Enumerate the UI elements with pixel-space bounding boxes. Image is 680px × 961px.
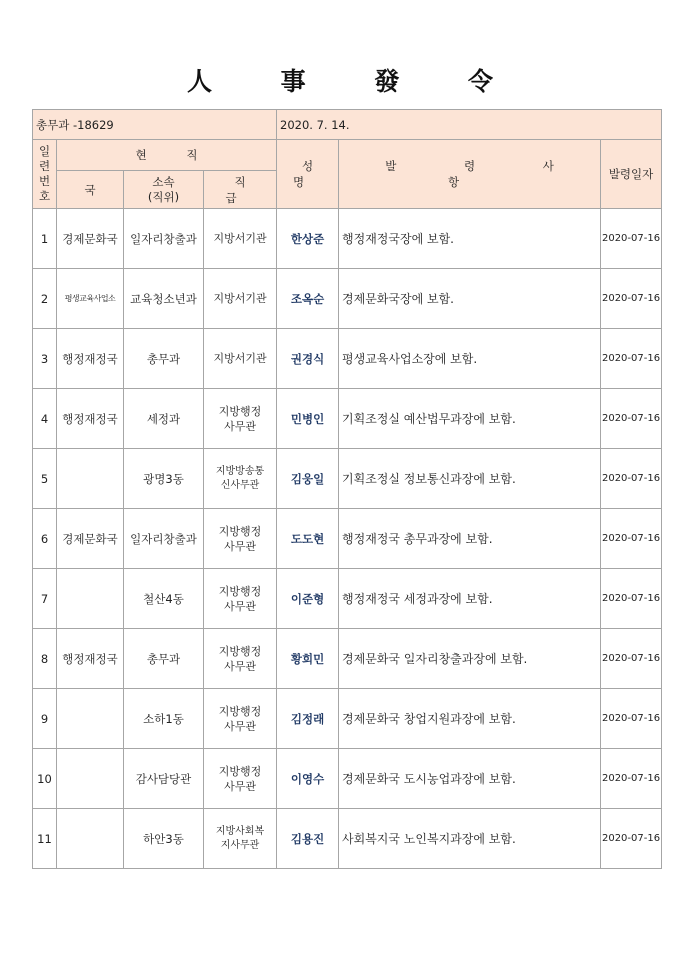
row-grade-line: 지방행정	[218, 644, 262, 658]
row-action: 경제문화국 일자리창출과장에 보함.	[339, 629, 601, 689]
row-action: 기획조정실 예산법무과장에 보함.	[339, 389, 601, 449]
row-grade	[204, 329, 277, 389]
table-row	[33, 569, 662, 629]
row-dept	[57, 449, 124, 509]
row-date: 2020-07-16	[601, 569, 662, 629]
row-unit: 일자리창출과	[124, 209, 204, 269]
row-action: 경제문화국장에 보함.	[339, 269, 601, 329]
row-action: 사회복지국 노인복지과장에 보함.	[339, 809, 601, 869]
row-grade-line: 사무관	[224, 539, 256, 553]
row-grade	[204, 689, 277, 749]
row-action: 행정재정국 총무과장에 보함.	[339, 509, 601, 569]
row-action: 평생교육사업소장에 보함.	[339, 329, 601, 389]
table-row	[33, 629, 662, 689]
row-date: 2020-07-16	[601, 209, 662, 269]
row-date: 2020-07-16	[601, 329, 662, 389]
row-dept: 경제문화국	[57, 509, 124, 569]
row-grade	[204, 449, 277, 509]
row-unit: 광명3동	[124, 449, 204, 509]
row-number: 2	[33, 269, 57, 329]
row-dept: 행정재정국	[57, 329, 124, 389]
row-dept: 행정재정국	[57, 389, 124, 449]
row-grade-line: 사무관	[224, 659, 256, 673]
row-grade	[204, 629, 277, 689]
row-action: 행정재정국 세정과장에 보함.	[339, 569, 601, 629]
header-row	[33, 110, 662, 140]
row-name: 김웅일	[277, 449, 339, 509]
row-date: 2020-07-16	[601, 449, 662, 509]
row-date: 2020-07-16	[601, 749, 662, 809]
row-grade-line: 지방방송통	[215, 465, 265, 477]
row-date: 2020-07-16	[601, 389, 662, 449]
row-number: 1	[33, 209, 57, 269]
row-grade-line: 지방행정	[218, 404, 262, 418]
row-name: 권경식	[277, 329, 339, 389]
table-row	[33, 269, 662, 329]
row-grade-line: 사무관	[224, 779, 256, 793]
table-row	[33, 749, 662, 809]
row-name: 조옥순	[277, 269, 339, 329]
row-name: 한상준	[277, 209, 339, 269]
row-grade-line: 지방서기관	[213, 352, 267, 365]
row-name: 황희민	[277, 629, 339, 689]
row-grade	[204, 209, 277, 269]
row-dept: 행정재정국	[57, 629, 124, 689]
row-name: 이영수	[277, 749, 339, 809]
row-unit: 총무과	[124, 629, 204, 689]
row-grade	[204, 749, 277, 809]
row-grade-line: 지방행정	[218, 764, 262, 778]
row-dept	[57, 749, 124, 809]
row-unit: 철산4동	[124, 569, 204, 629]
row-unit: 소하1동	[124, 689, 204, 749]
row-grade	[204, 809, 277, 869]
doc-number: 총무과 -18629	[33, 110, 277, 140]
row-dept	[57, 569, 124, 629]
row-grade-line: 신사무관	[220, 479, 260, 491]
row-name: 김용진	[277, 809, 339, 869]
row-dept	[57, 689, 124, 749]
row-grade	[204, 509, 277, 569]
row-number: 10	[33, 749, 57, 809]
table-row	[33, 449, 662, 509]
row-action: 행정재정국장에 보함.	[339, 209, 601, 269]
row-unit: 하안3동	[124, 809, 204, 869]
row-number: 8	[33, 629, 57, 689]
issue-date-header: 발령일자	[601, 140, 662, 209]
row-grade-line: 지방사회복	[215, 825, 265, 837]
row-date: 2020-07-16	[601, 509, 662, 569]
row-action: 경제문화국 도시농업과장에 보함.	[339, 749, 601, 809]
row-grade-line: 지방서기관	[213, 232, 267, 245]
table-row	[33, 509, 662, 569]
name-header: 성 명	[277, 140, 339, 209]
grade-header: 직 급	[204, 171, 277, 209]
row-grade-line: 사무관	[224, 719, 256, 733]
row-dept: 경제문화국	[57, 209, 124, 269]
row-number: 3	[33, 329, 57, 389]
row-name: 도도현	[277, 509, 339, 569]
table-row	[33, 689, 662, 749]
row-grade-line: 사무관	[224, 599, 256, 613]
row-date: 2020-07-16	[601, 629, 662, 689]
column-header-row-1	[33, 140, 662, 171]
row-unit: 세정과	[124, 389, 204, 449]
row-unit: 총무과	[124, 329, 204, 389]
action-header: 발 령 사 항	[339, 140, 601, 209]
row-date: 2020-07-16	[601, 269, 662, 329]
appointment-table	[32, 109, 662, 869]
table-row	[33, 809, 662, 869]
dept-header: 국	[57, 171, 124, 209]
row-grade-line: 지방서기관	[213, 292, 267, 305]
row-number: 4	[33, 389, 57, 449]
row-number: 6	[33, 509, 57, 569]
row-date: 2020-07-16	[601, 689, 662, 749]
row-name: 민병인	[277, 389, 339, 449]
row-grade	[204, 269, 277, 329]
row-unit: 감사담당관	[124, 749, 204, 809]
seq-header: 일 련 번 호	[33, 140, 57, 209]
row-dept: 평생교육사업소	[57, 269, 124, 329]
row-number: 5	[33, 449, 57, 509]
row-action: 기획조정실 정보통신과장에 보함.	[339, 449, 601, 509]
current-position-header: 현 직	[57, 140, 277, 171]
row-grade-line: 사무관	[224, 419, 256, 433]
row-unit: 교육청소년과	[124, 269, 204, 329]
doc-date: 2020. 7. 14.	[277, 110, 662, 140]
table-row	[33, 389, 662, 449]
row-grade	[204, 389, 277, 449]
row-number: 7	[33, 569, 57, 629]
row-date: 2020-07-16	[601, 809, 662, 869]
row-grade-line: 지방행정	[218, 584, 262, 598]
row-number: 9	[33, 689, 57, 749]
table-row	[33, 329, 662, 389]
row-grade-line: 지방행정	[218, 704, 262, 718]
row-name: 김정래	[277, 689, 339, 749]
row-name: 이준형	[277, 569, 339, 629]
row-unit: 일자리창출과	[124, 509, 204, 569]
page-title: 人 事 發 令	[186, 67, 524, 96]
row-grade-line: 지사무관	[220, 839, 260, 851]
table-row	[33, 209, 662, 269]
row-grade	[204, 569, 277, 629]
row-number: 11	[33, 809, 57, 869]
row-dept	[57, 809, 124, 869]
row-grade-line: 지방행정	[218, 524, 262, 538]
unit-header: 소속 (직위)	[124, 171, 204, 209]
row-action: 경제문화국 창업지원과장에 보함.	[339, 689, 601, 749]
